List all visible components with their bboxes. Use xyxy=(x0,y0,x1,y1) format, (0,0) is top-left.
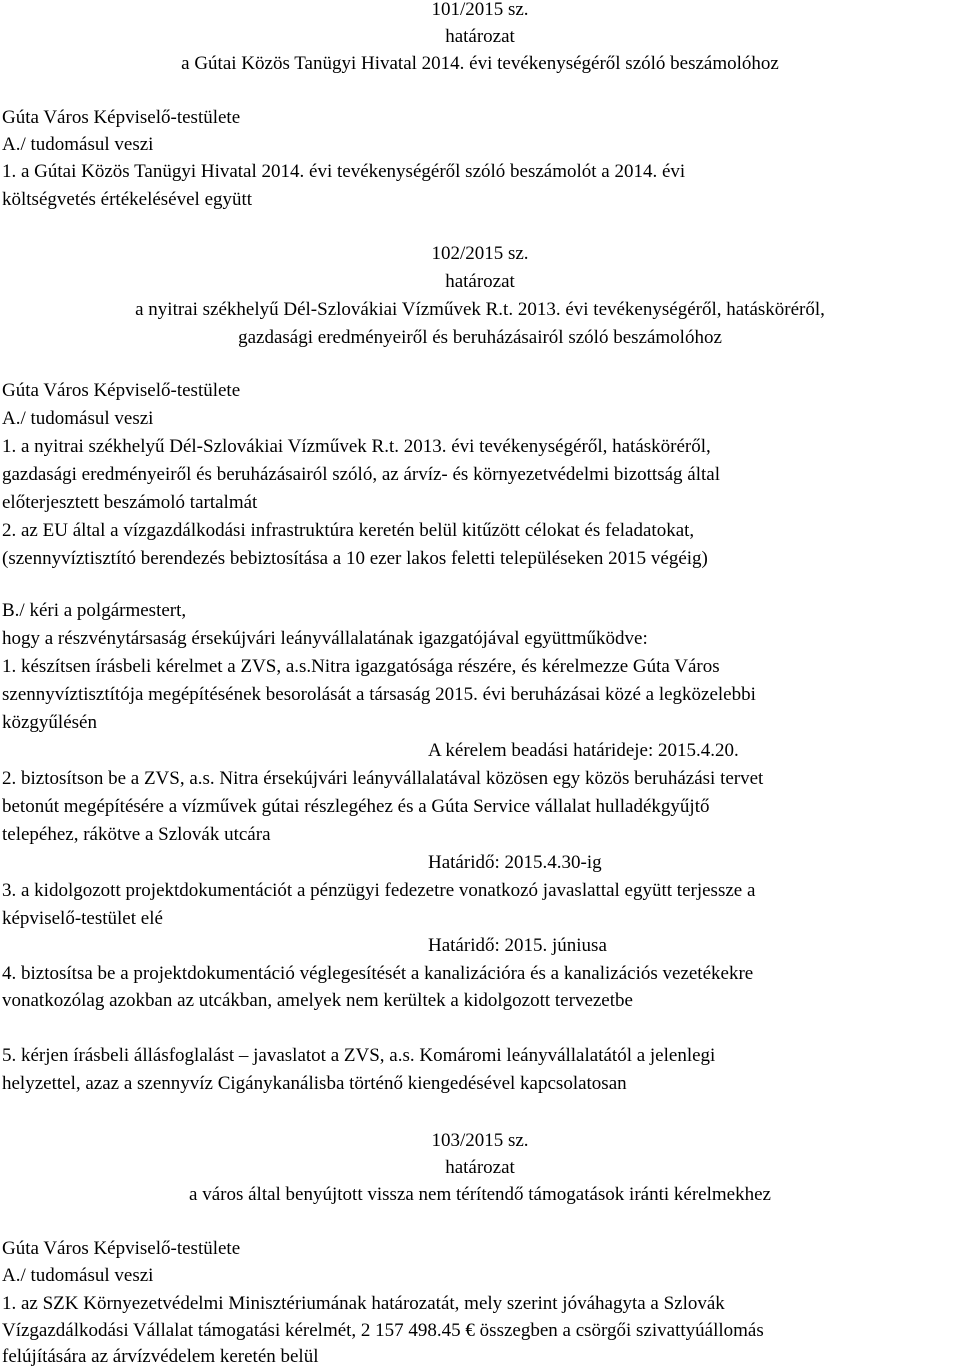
resolution-number: 101/2015 sz. xyxy=(431,0,529,20)
deadline: Határidő: 2015. júniusa xyxy=(428,935,607,956)
body-name: Gúta Város Képviselő-testülete xyxy=(2,1238,241,1259)
resolution-title: a város által benyújtott vissza nem térítendő támogatások iránti kérelmekhez xyxy=(189,1184,771,1205)
item-line: (szennyvíztisztító berendezés bebiztosítása a 10 ezer lakos feletti településeken 2015 végéig) xyxy=(2,548,708,569)
item-line: közgyűlésén xyxy=(2,712,97,733)
item-line: 5. kérjen írásbeli állásfoglalást – javaslatot a ZVS, a.s. Komáromi leányvállalatától a jelenlegi xyxy=(2,1045,716,1066)
item-line: szennyvíztisztítója megépítésének besorolását a társaság 2015. évi beruházásai közé a legközelebbi xyxy=(2,684,756,705)
item-line: képviselő-testület elé xyxy=(2,908,163,929)
item-line: 1. a Gútai Közös Tanügyi Hivatal 2014. évi tevékenységéről szóló beszámolót a 2014. évi xyxy=(2,161,686,182)
resolution-type: határozat xyxy=(445,1157,515,1178)
item-line: betonút megépítésére a vízművek gútai részlegéhez és a Gúta Service vállalat hulladékgyűjtő xyxy=(2,796,710,817)
item-line: helyzettel, azaz a szennyvíz Cigánykanálisba történő kiengedésével kapcsolatosan xyxy=(2,1073,627,1094)
resolution-type: határozat xyxy=(445,26,515,47)
item-line: telepéhez, rákötve a Szlovák utcára xyxy=(2,824,271,845)
item-line: 3. a kidolgozott projektdokumentációt a pénzügyi fedezetre vonatkozó javaslattal együtt terjessze a xyxy=(2,880,756,901)
resolution-type: határozat xyxy=(445,271,515,292)
deadline: A kérelem beadási határideje: 2015.4.20. xyxy=(428,740,739,761)
resolution-number: 102/2015 sz. xyxy=(431,243,529,264)
deadline: Határidő: 2015.4.30-ig xyxy=(428,852,602,873)
resolution-number: 103/2015 sz. xyxy=(431,1130,529,1151)
body-name: Gúta Város Képviselő-testülete xyxy=(2,380,241,401)
item-line: előterjesztett beszámoló tartalmát xyxy=(2,492,258,513)
item-line: költségvetés értékelésével együtt xyxy=(2,189,253,210)
item-line: 1. az SZK Környezetvédelmi Minisztériumának határozatát, mely szerint jóváhagyta a Szlovák xyxy=(2,1293,725,1314)
item-line: gazdasági eredményeiről és beruházásairól szóló, az árvíz- és környezetvédelmi bizottság által xyxy=(2,464,720,485)
item-line: 1. készítsen írásbeli kérelmet a ZVS, a.s.Nitra igazgatósága részére, és kérelmezze Gúta Város xyxy=(2,656,720,677)
item-line: 2. az EU által a vízgazdálkodási infrastruktúra keretén belül kitűzött célokat és feladatokat, xyxy=(2,520,695,541)
section-b-heading: B./ kéri a polgármestert, xyxy=(2,600,187,621)
item-line: Vízgazdálkodási Vállalat támogatási kérelmét, 2 157 498.45 € összegben a csörgői szivattyúállomás xyxy=(2,1320,764,1341)
section-a-heading: A./ tudomásul veszi xyxy=(2,1265,154,1286)
resolution-title-line: gazdasági eredményeiről és beruházásairól szóló beszámolóhoz xyxy=(238,327,722,348)
item-line: 4. biztosítsa be a projektdokumentáció véglegesítését a kanalizációra és a kanalizációs vezetékekre xyxy=(2,963,754,984)
section-b-intro: hogy a részvénytársaság érsekújvári leányvállalatának igazgatójával együttműködve: xyxy=(2,628,648,649)
resolution-title-line: a nyitrai székhelyű Dél-Szlovákiai Vízművek R.t. 2013. évi tevékenységéről, hatásköréről, xyxy=(135,299,825,320)
section-a-heading: A./ tudomásul veszi xyxy=(2,408,154,429)
item-line: vonatkozólag azokban az utcákban, amelyek nem kerültek a kidolgozott tervezetbe xyxy=(2,990,633,1011)
item-line: 2. biztosítson be a ZVS, a.s. Nitra érsekújvári leányvállalatával közösen egy közös beruházási tervet xyxy=(2,768,764,789)
item-line: felújítására az árvízvédelem keretén belül xyxy=(2,1346,319,1367)
body-name: Gúta Város Képviselő-testülete xyxy=(2,107,241,128)
section-a-heading: A./ tudomásul veszi xyxy=(2,134,154,155)
item-line: 1. a nyitrai székhelyű Dél-Szlovákiai Vízművek R.t. 2013. évi tevékenységéről, hatásköréről, xyxy=(2,436,711,457)
resolution-title: a Gútai Közös Tanügyi Hivatal 2014. évi tevékenységéről szóló beszámolóhoz xyxy=(181,53,779,74)
